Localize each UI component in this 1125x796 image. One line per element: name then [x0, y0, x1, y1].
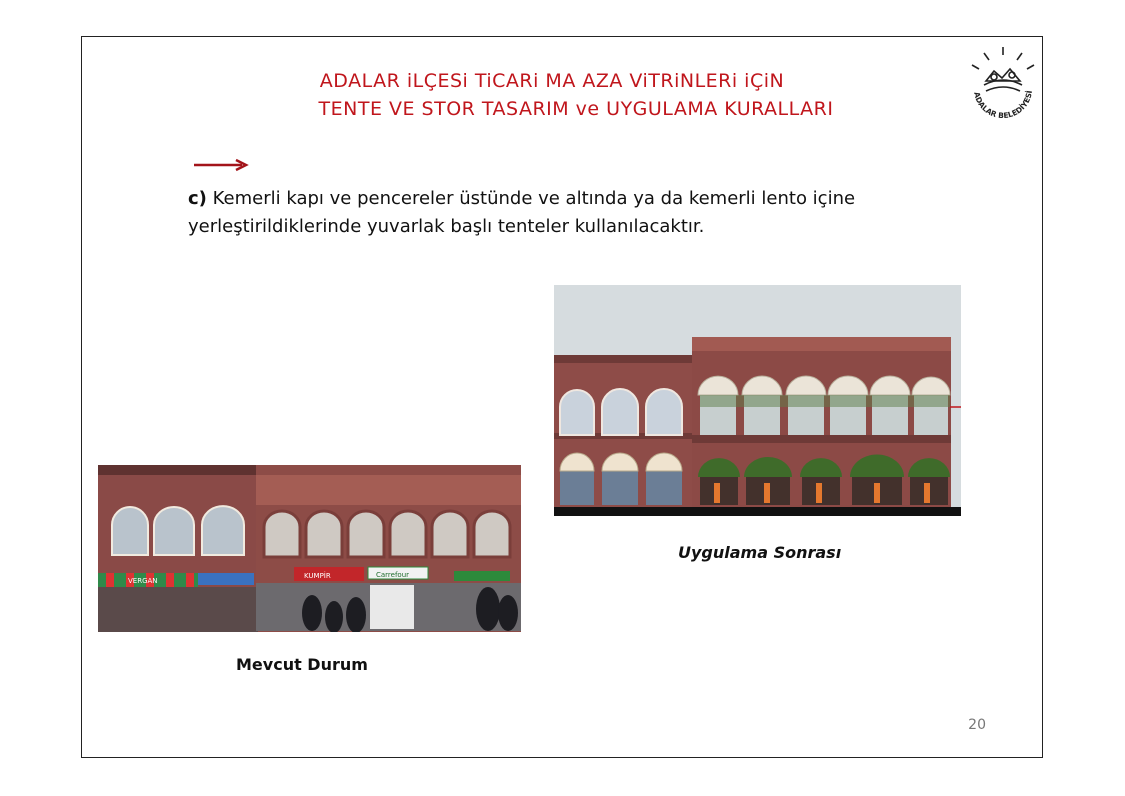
slide — [81, 36, 1043, 758]
photo-current-state — [98, 437, 521, 637]
body-text: Kemerli kapı ve pencereler üstünde ve altında ya da kemerli lento içine yerleştirildiklerinde yuvarlak başlı tenteler kullanılacaktır. — [188, 188, 856, 237]
slide-title — [82, 67, 1042, 123]
sign-carrefour: Carrefour — [376, 571, 410, 579]
caption-before: Mevcut Durum — [236, 655, 368, 674]
page-number: 20 — [968, 717, 986, 733]
seal-icon — [964, 45, 1042, 123]
sign-kumpir: KUMPİR — [304, 572, 331, 580]
item-marker: c) — [188, 188, 207, 209]
title-line-2: TENTE VE STOR TASARIM ve UYGULAMA KURALLARI — [318, 98, 834, 120]
svg-text:ADALAR BELEDİYESİ — [972, 90, 1034, 120]
adalar-municipality-logo — [964, 45, 1042, 123]
arrow-icon — [192, 157, 252, 173]
photo-after-application — [554, 285, 961, 516]
caption-after: Uygulama Sonrası — [678, 543, 842, 562]
title-line-1: ADALAR iLÇESi TiCARi MA AZA ViTRiNLERi iÇiN — [319, 70, 785, 92]
sign-vergan: VERGAN — [128, 577, 158, 585]
body-paragraph — [188, 185, 948, 241]
logo-text: ADALAR BELEDİYESİ — [972, 90, 1034, 121]
